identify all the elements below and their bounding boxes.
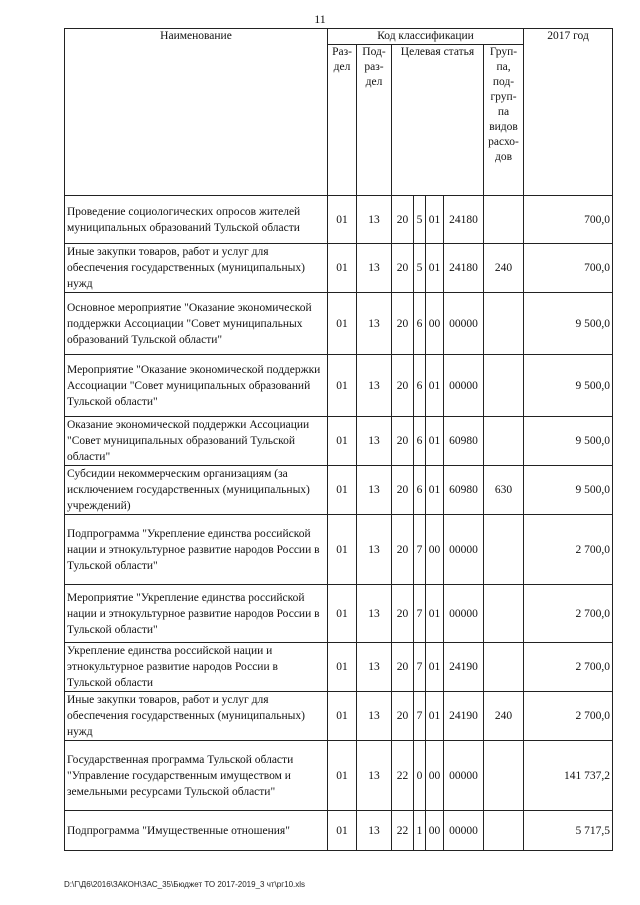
footer-file-path: D:\Г\Д6\2016\ЗАКОН\ЗАС_35\Бюджет ТО 2017-2019_3 чт\рг10.xls bbox=[64, 880, 306, 889]
row-amount: 2 700,0 bbox=[524, 515, 613, 585]
row-target-direction: 60980 bbox=[444, 417, 484, 466]
row-target-program: 20 bbox=[392, 196, 414, 244]
row-target-subprogram: 7 bbox=[414, 515, 426, 585]
row-target-direction: 00000 bbox=[444, 515, 484, 585]
row-target-subprogram: 6 bbox=[414, 293, 426, 355]
row-group bbox=[484, 811, 524, 851]
table-row bbox=[65, 466, 613, 515]
row-target-activity: 01 bbox=[426, 355, 444, 417]
row-target-direction: 00000 bbox=[444, 811, 484, 851]
table-row bbox=[65, 515, 613, 585]
row-target-subprogram: 7 bbox=[414, 692, 426, 741]
row-target-activity: 00 bbox=[426, 741, 444, 811]
row-subsection: 13 bbox=[357, 515, 392, 585]
row-group: 630 bbox=[484, 466, 524, 515]
row-name: Проведение социологических опросов жителей муниципальных образований Тульской области bbox=[65, 196, 328, 244]
table-row bbox=[65, 643, 613, 692]
row-section: 01 bbox=[328, 515, 357, 585]
header-target: Целевая статья bbox=[392, 45, 484, 196]
row-group bbox=[484, 515, 524, 585]
table-row bbox=[65, 293, 613, 355]
row-target-subprogram: 1 bbox=[414, 811, 426, 851]
row-name: Основное мероприятие "Оказание экономической поддержки Ассоциации "Совет муниципальных образований Тульской области" bbox=[65, 293, 328, 355]
header-year: 2017 год bbox=[524, 29, 613, 196]
row-section: 01 bbox=[328, 585, 357, 643]
row-subsection: 13 bbox=[357, 355, 392, 417]
row-amount: 9 500,0 bbox=[524, 466, 613, 515]
row-target-subprogram: 7 bbox=[414, 585, 426, 643]
row-subsection: 13 bbox=[357, 196, 392, 244]
row-target-direction: 24180 bbox=[444, 244, 484, 293]
row-target-direction: 00000 bbox=[444, 355, 484, 417]
row-target-activity: 01 bbox=[426, 196, 444, 244]
row-name: Мероприятие "Укрепление единства российской нации и этнокультурное развитие народов России в Тульской области" bbox=[65, 585, 328, 643]
row-name: Государственная программа Тульской области "Управление государственным имуществом и земельными ресурсами Тульской области" bbox=[65, 741, 328, 811]
row-target-program: 20 bbox=[392, 417, 414, 466]
row-section: 01 bbox=[328, 811, 357, 851]
row-subsection: 13 bbox=[357, 585, 392, 643]
row-section: 01 bbox=[328, 293, 357, 355]
row-group bbox=[484, 741, 524, 811]
row-section: 01 bbox=[328, 692, 357, 741]
table-row bbox=[65, 585, 613, 643]
row-target-direction: 00000 bbox=[444, 585, 484, 643]
row-target-activity: 01 bbox=[426, 585, 444, 643]
row-target-subprogram: 5 bbox=[414, 196, 426, 244]
row-target-activity: 00 bbox=[426, 515, 444, 585]
row-name: Иные закупки товаров, работ и услуг для обеспечения государственных (муниципальных) нужд bbox=[65, 244, 328, 293]
row-name: Иные закупки товаров, работ и услуг для обеспечения государственных (муниципальных) нужд bbox=[65, 692, 328, 741]
table-row bbox=[65, 811, 613, 851]
row-target-activity: 01 bbox=[426, 692, 444, 741]
row-amount: 9 500,0 bbox=[524, 355, 613, 417]
row-amount: 141 737,2 bbox=[524, 741, 613, 811]
row-target-direction: 24190 bbox=[444, 643, 484, 692]
row-target-subprogram: 7 bbox=[414, 643, 426, 692]
row-amount: 700,0 bbox=[524, 244, 613, 293]
row-subsection: 13 bbox=[357, 811, 392, 851]
row-name: Оказание экономической поддержки Ассоциации "Совет муниципальных образований Тульской области" bbox=[65, 417, 328, 466]
row-target-program: 20 bbox=[392, 466, 414, 515]
row-target-direction: 00000 bbox=[444, 741, 484, 811]
page-number: 11 bbox=[314, 12, 326, 26]
row-amount: 9 500,0 bbox=[524, 293, 613, 355]
row-amount: 2 700,0 bbox=[524, 643, 613, 692]
row-subsection: 13 bbox=[357, 741, 392, 811]
row-target-program: 22 bbox=[392, 811, 414, 851]
row-section: 01 bbox=[328, 643, 357, 692]
header-group: Груп- па, под- груп- па видов расхо- дов bbox=[484, 45, 524, 196]
row-target-program: 20 bbox=[392, 692, 414, 741]
row-target-activity: 01 bbox=[426, 417, 444, 466]
row-name: Подпрограмма "Укрепление единства российской нации и этнокультурное развитие народов России в Тульской области" bbox=[65, 515, 328, 585]
table-row bbox=[65, 741, 613, 811]
row-group bbox=[484, 196, 524, 244]
header-subsection: Под- раз- дел bbox=[357, 45, 392, 196]
row-target-program: 20 bbox=[392, 293, 414, 355]
header-classification: Код классификации bbox=[328, 29, 524, 45]
row-group bbox=[484, 293, 524, 355]
header-name: Наименование bbox=[65, 29, 328, 196]
row-target-direction: 24190 bbox=[444, 692, 484, 741]
row-group: 240 bbox=[484, 692, 524, 741]
row-amount: 2 700,0 bbox=[524, 692, 613, 741]
row-target-activity: 01 bbox=[426, 466, 444, 515]
row-group bbox=[484, 643, 524, 692]
row-subsection: 13 bbox=[357, 643, 392, 692]
row-target-subprogram: 6 bbox=[414, 466, 426, 515]
row-target-program: 20 bbox=[392, 355, 414, 417]
row-name: Субсидии некоммерческим организациям (за исключением государственных (муниципальных) учреждений) bbox=[65, 466, 328, 515]
row-name: Мероприятие "Оказание экономической поддержки Ассоциации "Совет муниципальных образований Тульской области" bbox=[65, 355, 328, 417]
row-group bbox=[484, 355, 524, 417]
row-subsection: 13 bbox=[357, 244, 392, 293]
row-group bbox=[484, 417, 524, 466]
row-amount: 9 500,0 bbox=[524, 417, 613, 466]
row-section: 01 bbox=[328, 196, 357, 244]
row-target-program: 20 bbox=[392, 585, 414, 643]
row-amount: 2 700,0 bbox=[524, 585, 613, 643]
budget-table bbox=[64, 28, 613, 851]
table-row bbox=[65, 355, 613, 417]
row-amount: 700,0 bbox=[524, 196, 613, 244]
row-group: 240 bbox=[484, 244, 524, 293]
row-section: 01 bbox=[328, 417, 357, 466]
row-target-subprogram: 6 bbox=[414, 355, 426, 417]
row-target-activity: 00 bbox=[426, 293, 444, 355]
row-section: 01 bbox=[328, 355, 357, 417]
row-target-direction: 60980 bbox=[444, 466, 484, 515]
row-section: 01 bbox=[328, 466, 357, 515]
row-name: Укрепление единства российской нации и этнокультурное развитие народов России в Тульской области bbox=[65, 643, 328, 692]
row-name: Подпрограмма "Имущественные отношения" bbox=[65, 811, 328, 851]
row-subsection: 13 bbox=[357, 293, 392, 355]
row-target-program: 22 bbox=[392, 741, 414, 811]
row-target-program: 20 bbox=[392, 244, 414, 293]
table-row bbox=[65, 196, 613, 244]
row-group bbox=[484, 585, 524, 643]
row-target-direction: 24180 bbox=[444, 196, 484, 244]
row-section: 01 bbox=[328, 741, 357, 811]
table-row bbox=[65, 692, 613, 741]
row-subsection: 13 bbox=[357, 417, 392, 466]
table-row bbox=[65, 244, 613, 293]
row-target-activity: 00 bbox=[426, 811, 444, 851]
row-target-activity: 01 bbox=[426, 643, 444, 692]
header-section: Раз- дел bbox=[328, 45, 357, 196]
row-target-direction: 00000 bbox=[444, 293, 484, 355]
table-row bbox=[65, 417, 613, 466]
row-subsection: 13 bbox=[357, 692, 392, 741]
row-subsection: 13 bbox=[357, 466, 392, 515]
row-section: 01 bbox=[328, 244, 357, 293]
row-target-activity: 01 bbox=[426, 244, 444, 293]
row-target-subprogram: 6 bbox=[414, 417, 426, 466]
row-target-program: 20 bbox=[392, 515, 414, 585]
row-amount: 5 717,5 bbox=[524, 811, 613, 851]
row-target-subprogram: 0 bbox=[414, 741, 426, 811]
row-target-program: 20 bbox=[392, 643, 414, 692]
row-target-subprogram: 5 bbox=[414, 244, 426, 293]
